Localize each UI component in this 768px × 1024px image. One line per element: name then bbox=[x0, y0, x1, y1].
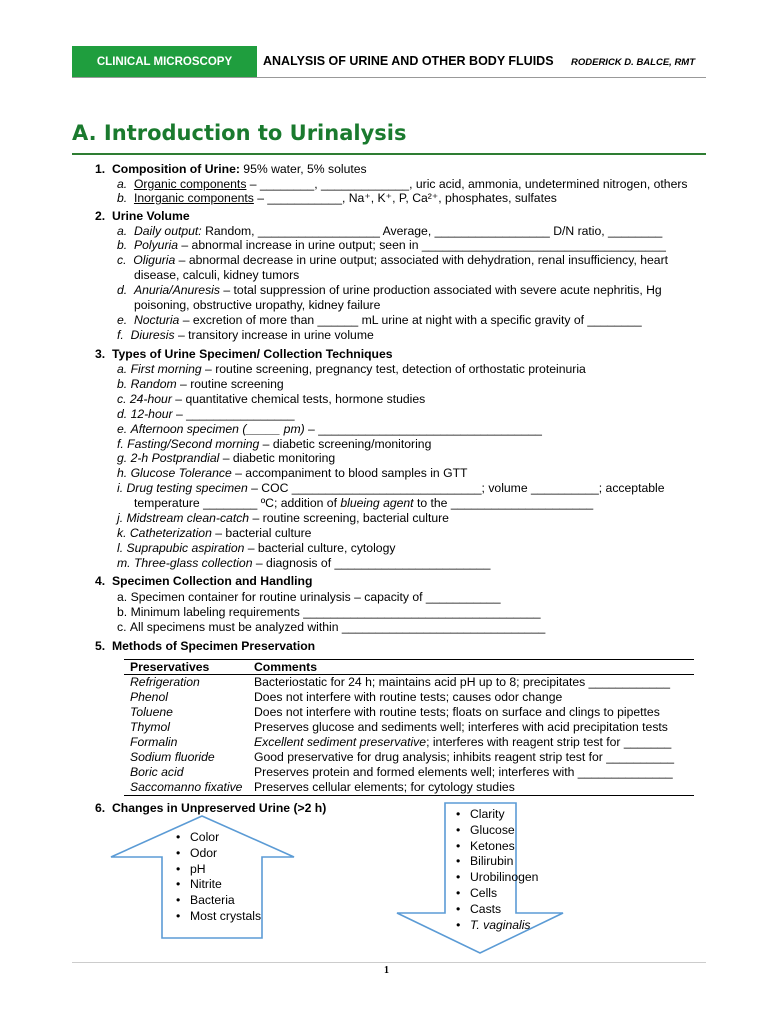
footer-divider bbox=[72, 962, 706, 963]
s4-item-text: All specimens must be analyzed within ______________________________ bbox=[129, 620, 546, 634]
increased-list bbox=[176, 830, 261, 925]
s4-item bbox=[117, 605, 541, 620]
s3-item-label: j. bbox=[117, 511, 124, 525]
s3-item-label: b. bbox=[117, 376, 128, 391]
s3-item-text: – bacterial culture bbox=[211, 525, 312, 540]
s2-item-f bbox=[117, 328, 374, 343]
s3-item-term: First morning bbox=[130, 362, 202, 376]
s2-c-label: c. bbox=[117, 253, 127, 267]
s3-item-label: f. bbox=[117, 436, 124, 451]
comment-cell bbox=[248, 705, 694, 720]
s3-blue-term: blueing agent bbox=[340, 496, 414, 511]
preservative-cell: Thymol bbox=[130, 720, 170, 734]
s3-item bbox=[134, 496, 593, 511]
comment-cell bbox=[248, 720, 694, 735]
s4-item-label: b. bbox=[117, 605, 128, 619]
s3-item-label: g. bbox=[117, 451, 128, 466]
s3-item-text: – bacterial culture, cytology bbox=[244, 540, 396, 555]
decreased-list bbox=[456, 807, 538, 933]
s6-heading bbox=[95, 801, 326, 816]
s3-item-text: – _________________________________ bbox=[304, 421, 542, 436]
s3-item bbox=[117, 451, 335, 466]
s5-title: Methods of Specimen Preservation bbox=[111, 639, 316, 653]
s4-item-text: Minimum labeling requirements ___________________________________ bbox=[130, 605, 541, 619]
s4-number: 4. bbox=[95, 574, 106, 588]
increased-item: • Bacteria bbox=[176, 893, 261, 909]
s3-item-label: a. bbox=[117, 362, 128, 376]
s3-item-term: Midstream clean-catch bbox=[126, 511, 250, 525]
s3-item-term: 12-hour bbox=[130, 406, 173, 421]
s1-a-label: a. bbox=[117, 177, 128, 191]
s2-e-term: Nocturia bbox=[133, 313, 180, 327]
s5-heading bbox=[95, 639, 315, 654]
preservative-cell: Boric acid bbox=[130, 765, 184, 779]
increased-item: • Color bbox=[176, 830, 261, 846]
preservative-cell: Formalin bbox=[130, 735, 178, 749]
s3-item-label: c. bbox=[117, 391, 127, 406]
table-row bbox=[124, 750, 694, 765]
s3-item bbox=[117, 481, 665, 496]
section-title: A. Introduction to Urinalysis bbox=[72, 121, 407, 145]
s2-item-c bbox=[117, 253, 668, 268]
s3-number: 3. bbox=[95, 347, 106, 361]
s2-a-text: Random, __________________ Average, _________________ D/N ratio, ________ bbox=[201, 224, 663, 238]
decreased-item: • Urobilinogen bbox=[456, 870, 538, 886]
s1-title: Composition of Urine: bbox=[111, 162, 240, 176]
s1-b-text: – ___________, Na⁺, K⁺, P, Ca²⁺, phosphates, sulfates bbox=[253, 191, 557, 205]
s3-heading bbox=[95, 347, 393, 362]
col-preservatives: Preservatives bbox=[124, 660, 248, 675]
preservative-cell: Phenol bbox=[130, 690, 168, 704]
s2-b-term: Polyuria bbox=[133, 238, 178, 252]
s5-number: 5. bbox=[95, 639, 106, 653]
s2-c-text: – abnormal decrease in urine output; associated with dehydration, renal insufficiency, heart bbox=[175, 253, 669, 267]
s1-b-label: b. bbox=[117, 191, 128, 205]
s3-item bbox=[117, 407, 295, 422]
s2-number: 2. bbox=[95, 209, 106, 223]
s3-item-text: – diagnosis of _______________________ bbox=[252, 555, 491, 570]
header-author: RODERICK D. BALCE, RMT bbox=[571, 57, 696, 68]
s2-e-text: – excretion of more than ______ mL urine at night with a specific gravity of ________ bbox=[179, 313, 642, 327]
s2-item-b bbox=[117, 238, 666, 253]
increased-item: • pH bbox=[176, 862, 261, 878]
s3-item-label: m. bbox=[117, 555, 131, 570]
comment-cell bbox=[248, 765, 694, 780]
comment-text: Preserves cellular elements; for cytology studies bbox=[254, 780, 515, 794]
table-row bbox=[124, 765, 694, 780]
comment-text: Does not interfere with routine tests; floats on surface and clings to pipettes bbox=[254, 705, 660, 719]
comment-cell bbox=[248, 690, 694, 705]
col-comments: Comments bbox=[248, 660, 694, 675]
comment-text: Preserves protein and formed elements well; interferes with ______________ bbox=[254, 765, 673, 779]
s2-f-label: f. bbox=[117, 328, 124, 342]
increased-item: • Odor bbox=[176, 846, 261, 862]
s3-item-term: Glucose Tolerance bbox=[130, 466, 232, 481]
s3-item bbox=[117, 392, 425, 407]
s3-item-text: – ________________ bbox=[172, 406, 295, 421]
s3-item-term: Suprapubic aspiration bbox=[126, 540, 245, 555]
s3-item-term: Catheterization bbox=[129, 525, 212, 540]
s1-item-a bbox=[117, 177, 688, 192]
s4-item-text: Specimen container for routine urinalysis – capacity of ___________ bbox=[130, 590, 501, 604]
s2-d-term: Anuria/Anuresis bbox=[133, 283, 220, 297]
comment-emphasis: Excellent sediment preservative bbox=[254, 735, 427, 749]
comment-cell bbox=[248, 675, 694, 691]
s1-a-term: Organic components bbox=[133, 177, 247, 191]
preservative-cell: Toluene bbox=[130, 705, 173, 719]
s2-item-d bbox=[117, 283, 662, 298]
comment-cell bbox=[248, 780, 694, 796]
s3-item bbox=[117, 437, 431, 452]
s2-item-d-cont: poisoning, obstructive uropathy, kidney failure bbox=[134, 298, 381, 312]
s2-title: Urine Volume bbox=[111, 209, 190, 223]
decreased-item: • Cells bbox=[456, 886, 538, 902]
decreased-item: • Ketones bbox=[456, 839, 538, 855]
s3-item bbox=[117, 556, 490, 571]
s2-f-text: – transitory increase in urine volume bbox=[174, 328, 374, 342]
table-header-row bbox=[124, 660, 694, 675]
preservative-cell: Refrigeration bbox=[130, 675, 200, 689]
table-row bbox=[124, 705, 694, 720]
s3-item-text: – routine screening, bacterial culture bbox=[249, 511, 449, 525]
s2-d-label: d. bbox=[117, 283, 128, 297]
s3-item-term: Afternoon specimen (_____ pm) bbox=[130, 421, 305, 436]
s3-title: Types of Urine Specimen/ Collection Techniques bbox=[111, 347, 393, 361]
s3-item bbox=[117, 541, 395, 556]
s2-d-text: – total suppression of urine production associated with severe acute nephritis, Hg bbox=[220, 283, 662, 297]
preservation-table bbox=[124, 659, 694, 796]
s3-item bbox=[117, 526, 311, 541]
s1-number: 1. bbox=[95, 162, 106, 176]
comment-cell bbox=[248, 750, 694, 765]
decreased-item: • Glucose bbox=[456, 823, 538, 839]
s1-b-term: Inorganic components bbox=[133, 191, 254, 205]
comment-text: Preserves glucose and sediments well; interferes with acid precipitation tests bbox=[254, 720, 668, 734]
header-title: ANALYSIS OF URINE AND OTHER BODY FLUIDS bbox=[263, 54, 554, 68]
s2-item-a bbox=[117, 224, 662, 239]
s4-item bbox=[117, 590, 500, 605]
s3-item-text: temperature ________ ºC; addition of bbox=[134, 496, 341, 511]
s3-item-text: – accompaniment to blood samples in GTT bbox=[231, 466, 468, 481]
decreased-item: • Bilirubin bbox=[456, 854, 538, 870]
header-badge: CLINICAL MICROSCOPY bbox=[72, 46, 257, 77]
s4-item-label: a. bbox=[117, 590, 128, 604]
table-row bbox=[124, 780, 694, 796]
s4-item-label: c. bbox=[117, 620, 127, 634]
s3-item-text: – routine screening bbox=[176, 376, 284, 391]
s3-item-label: i. bbox=[117, 481, 124, 496]
increased-item: • Nitrite bbox=[176, 877, 261, 893]
s3-item-label: e. bbox=[117, 421, 128, 436]
header-divider bbox=[72, 77, 706, 78]
s3-item-term: 2-h Postprandial bbox=[130, 451, 220, 466]
s3-item-term: Three-glass collection bbox=[133, 555, 253, 570]
s2-a-label: a. bbox=[117, 224, 128, 238]
s6-number: 6. bbox=[95, 801, 106, 815]
s2-f-term: Diuresis bbox=[130, 328, 175, 342]
decreased-item: • T. vaginalis bbox=[456, 918, 538, 934]
s3-item-term: Random bbox=[130, 376, 177, 391]
preservative-cell: Sodium fluoride bbox=[130, 750, 215, 764]
section-divider bbox=[72, 153, 706, 155]
s3-item-label: d. bbox=[117, 406, 128, 421]
s3-blue-tail: to the _____________________ bbox=[413, 496, 594, 511]
comment-text: ; interferes with reagent strip test for _______ bbox=[426, 735, 672, 749]
decreased-item: • Casts bbox=[456, 902, 538, 918]
comment-text: Good preservative for drug analysis; inhibits reagent strip test for __________ bbox=[254, 750, 675, 764]
s3-item-text: – routine screening, pregnancy test, detection of orthostatic proteinuria bbox=[201, 362, 586, 376]
s2-item-e bbox=[117, 313, 642, 328]
s3-item-term: 24-hour bbox=[129, 391, 172, 406]
table-row bbox=[124, 690, 694, 705]
increased-item: • Most crystals bbox=[176, 909, 261, 925]
s3-item bbox=[117, 466, 467, 481]
s2-b-label: b. bbox=[117, 238, 128, 252]
s1-a-text: – ________, _____________, uric acid, ammonia, undetermined nitrogen, others bbox=[246, 177, 688, 191]
s3-item bbox=[117, 511, 449, 526]
s3-item-text: – quantitative chemical tests, hormone studies bbox=[171, 391, 426, 406]
s4-heading bbox=[95, 574, 312, 589]
comment-cell bbox=[248, 735, 694, 750]
s3-item-label: k. bbox=[117, 525, 127, 540]
decreased-item: • Clarity bbox=[456, 807, 538, 823]
s1-item-b bbox=[117, 191, 557, 206]
s3-item-label: h. bbox=[117, 466, 128, 481]
page-number: 1 bbox=[384, 965, 389, 976]
s3-item-term: Fasting/Second morning bbox=[127, 436, 260, 451]
s3-item bbox=[117, 422, 542, 437]
s3-item bbox=[117, 362, 586, 377]
table-row bbox=[124, 675, 694, 691]
s3-item-label: l. bbox=[117, 540, 124, 555]
s6-title: Changes in Unpreserved Urine (>2 h) bbox=[111, 801, 327, 815]
s2-heading bbox=[95, 209, 190, 224]
s3-item-text: – diabetic screening/monitoring bbox=[259, 436, 432, 451]
s4-item bbox=[117, 620, 545, 635]
s3-item-text: – diabetic monitoring bbox=[219, 451, 336, 466]
s3-item-term: Drug testing specimen bbox=[126, 481, 248, 496]
table-row bbox=[124, 735, 694, 750]
s1-heading bbox=[95, 162, 367, 177]
s1-title-rest: 95% water, 5% solutes bbox=[239, 162, 367, 176]
s2-item-c-cont: disease, calculi, kidney tumors bbox=[134, 268, 300, 282]
s4-title: Specimen Collection and Handling bbox=[111, 574, 313, 588]
preservative-cell: Saccomanno fixative bbox=[124, 780, 248, 796]
s2-c-term: Oliguria bbox=[133, 253, 176, 267]
table-row bbox=[124, 720, 694, 735]
s2-b-text: – abnormal increase in urine output; seen in ____________________________________ bbox=[177, 238, 666, 252]
comment-text: Bacteriostatic for 24 h; maintains acid pH up to 8; precipitates ____________ bbox=[254, 675, 670, 689]
s3-item bbox=[117, 377, 284, 392]
comment-text: Does not interfere with routine tests; causes odor change bbox=[254, 690, 563, 704]
s3-item-text: – COC ____________________________; volume __________; acceptable bbox=[247, 481, 665, 496]
s2-e-label: e. bbox=[117, 313, 128, 327]
s2-a-term: Daily output: bbox=[133, 224, 202, 238]
